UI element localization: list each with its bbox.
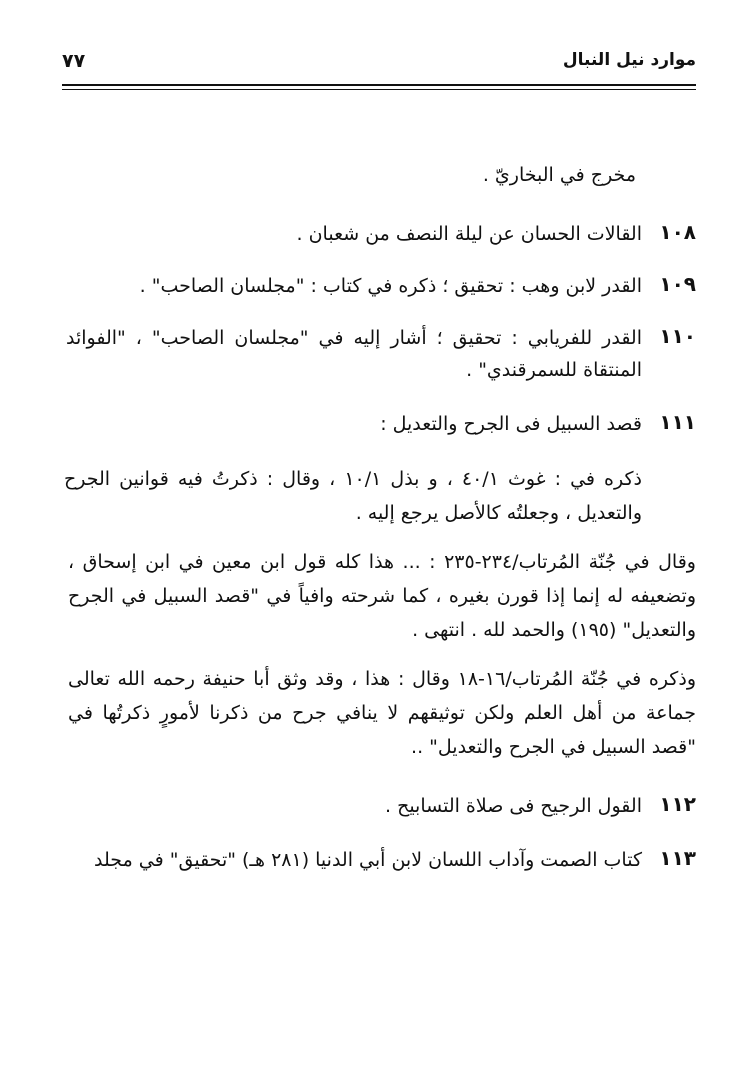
entry-text: قصد السبيل فى الجرح والتعديل : <box>380 413 642 435</box>
entry-number: ١١٠ <box>659 324 696 348</box>
book-title: موارد نيل النبال <box>562 50 696 70</box>
paragraph-2: وقال في جُنّة المُرتاب/٢٣٤-٢٣٥ : ... هذا كله قول ابن معين في ابن إسحاق ، وتضعيفه له إنما إذا قورن بغيره ، كما شرحته وافياً في "قصد السبيل في الجرح والتعديل" (١٩٥) والحمد لله . انتهى . <box>68 551 696 641</box>
entry-text: القدر لابن وهب : تحقيق ؛ ذكره في كتاب : "مجلسان الصاحب" . <box>139 275 642 297</box>
intro-line: مخرج في البخاريّ . <box>482 164 636 186</box>
entry-text: القول الرجيح فى صلاة التسابيح . <box>384 795 642 817</box>
entry-number: ١٠٩ <box>659 272 696 296</box>
page-number: ٧٧ <box>62 50 86 72</box>
entry-number: ١٠٨ <box>659 220 696 244</box>
paragraph-3: وذكره في جُنّة المُرتاب/١٦-١٨ وقال : هذا ، وقد وثق أبا حنيفة رحمه الله تعالى جماعة من أهل العلم ولكن توثيقهم لا ينافي جرح من ذكرنا لأمورٍ ذكرتُها في "قصد السبيل في الجرح والتعديل" .. <box>68 668 696 758</box>
entry-number: ١١٣ <box>659 846 696 870</box>
paragraph-1: ذكره في : غوث ٤٠/١ ، و بذل ١٠/١ ، وقال : ذكرتُ فيه قوانين الجرح والتعديل ، وجعلتُه كالأصل يرجع إليه . <box>64 468 642 524</box>
entry-number: ١١٢ <box>659 792 696 816</box>
entry-text: القالات الحسان عن ليلة النصف من شعبان . <box>296 223 642 245</box>
page-header <box>62 50 696 76</box>
entry-number: ١١١ <box>659 410 696 434</box>
header-rule-thick <box>62 84 696 86</box>
entry-text: القدر للفريابي : تحقيق ؛ أشار إليه في "مجلسان الصاحب" ، "الفوائد المنتقاة للسمرقندي" . <box>66 327 642 381</box>
entry-text: كتاب الصمت وآداب اللسان لابن أبي الدنيا (٢٨١ هـ) "تحقيق" في مجلد <box>94 849 642 871</box>
header-rule-thin <box>62 89 696 90</box>
